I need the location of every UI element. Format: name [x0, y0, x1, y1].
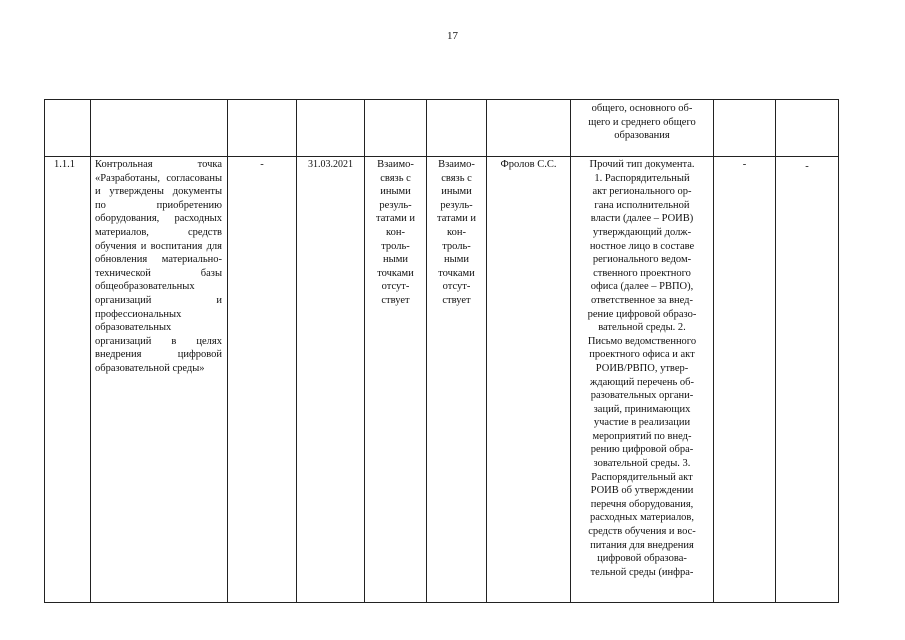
table-top-border — [44, 99, 839, 100]
column-border — [296, 99, 297, 603]
column-9-cell: - — [742, 159, 747, 170]
page-number: 17 — [447, 30, 458, 42]
continued-document-cell: общего, основного об- щего и среднего общего образования — [588, 103, 696, 142]
column-border — [775, 99, 776, 603]
table-bottom-border — [44, 602, 839, 603]
end-date-cell: 31.03.2021 — [308, 159, 353, 170]
column-border — [713, 99, 714, 603]
column-border — [44, 99, 45, 603]
checkpoint-name-cell: Контрольная точка «Разработаны, согласованы и утверждены документы по приобретению оборудования, расходных материалов, средств обучения и воспитания для обновления материально-технической базы общеобразовательных организаций и профессиональных образовательных организаций в целях внедрения цифровой образовательной среды» — [95, 159, 222, 374]
predecessor-cell: Взаимо- связь с иными резуль- татами и кон- троль- ными точками отсут- ствует — [376, 159, 415, 306]
row-number-cell: 1.1.1 — [54, 159, 75, 170]
column-border — [486, 99, 487, 603]
column-border — [838, 99, 839, 603]
document-cell: Прочий тип документа. 1. Распорядительный акт регионального ор- гана исполнительной власти (далее – РОИВ) утверждающий долж- ностное лицо в составе регионального ведом- ственного проектного офиса (далее – РВПО), ответственное за внед- рение цифровой образо- вательной среды. 2. Письмо ведомственного проектного офиса и акт РОИВ/РВПО, утвер- ждающий перечень об- разовательных органи- заций, принимающих участие в реализации мероприятий по внед- рению цифровой обра- зовательной среды. 3. Распорядительный акт РОИВ об утверждении перечня оборудования, расходных материалов, средств обучения и вос- питания для внедрения цифровой образова- тельной среды (инфра- — [587, 159, 697, 578]
successor-cell: Взаимо- связь с иными резуль- татами и кон- троль- ными точками отсут- ствует — [437, 159, 476, 306]
column-10-cell: - — [805, 161, 809, 172]
column-border — [227, 99, 228, 603]
start-date-cell: - — [260, 159, 264, 170]
responsible-cell: Фролов С.С. — [500, 159, 557, 170]
row-divider — [44, 156, 839, 157]
column-border — [90, 99, 91, 603]
